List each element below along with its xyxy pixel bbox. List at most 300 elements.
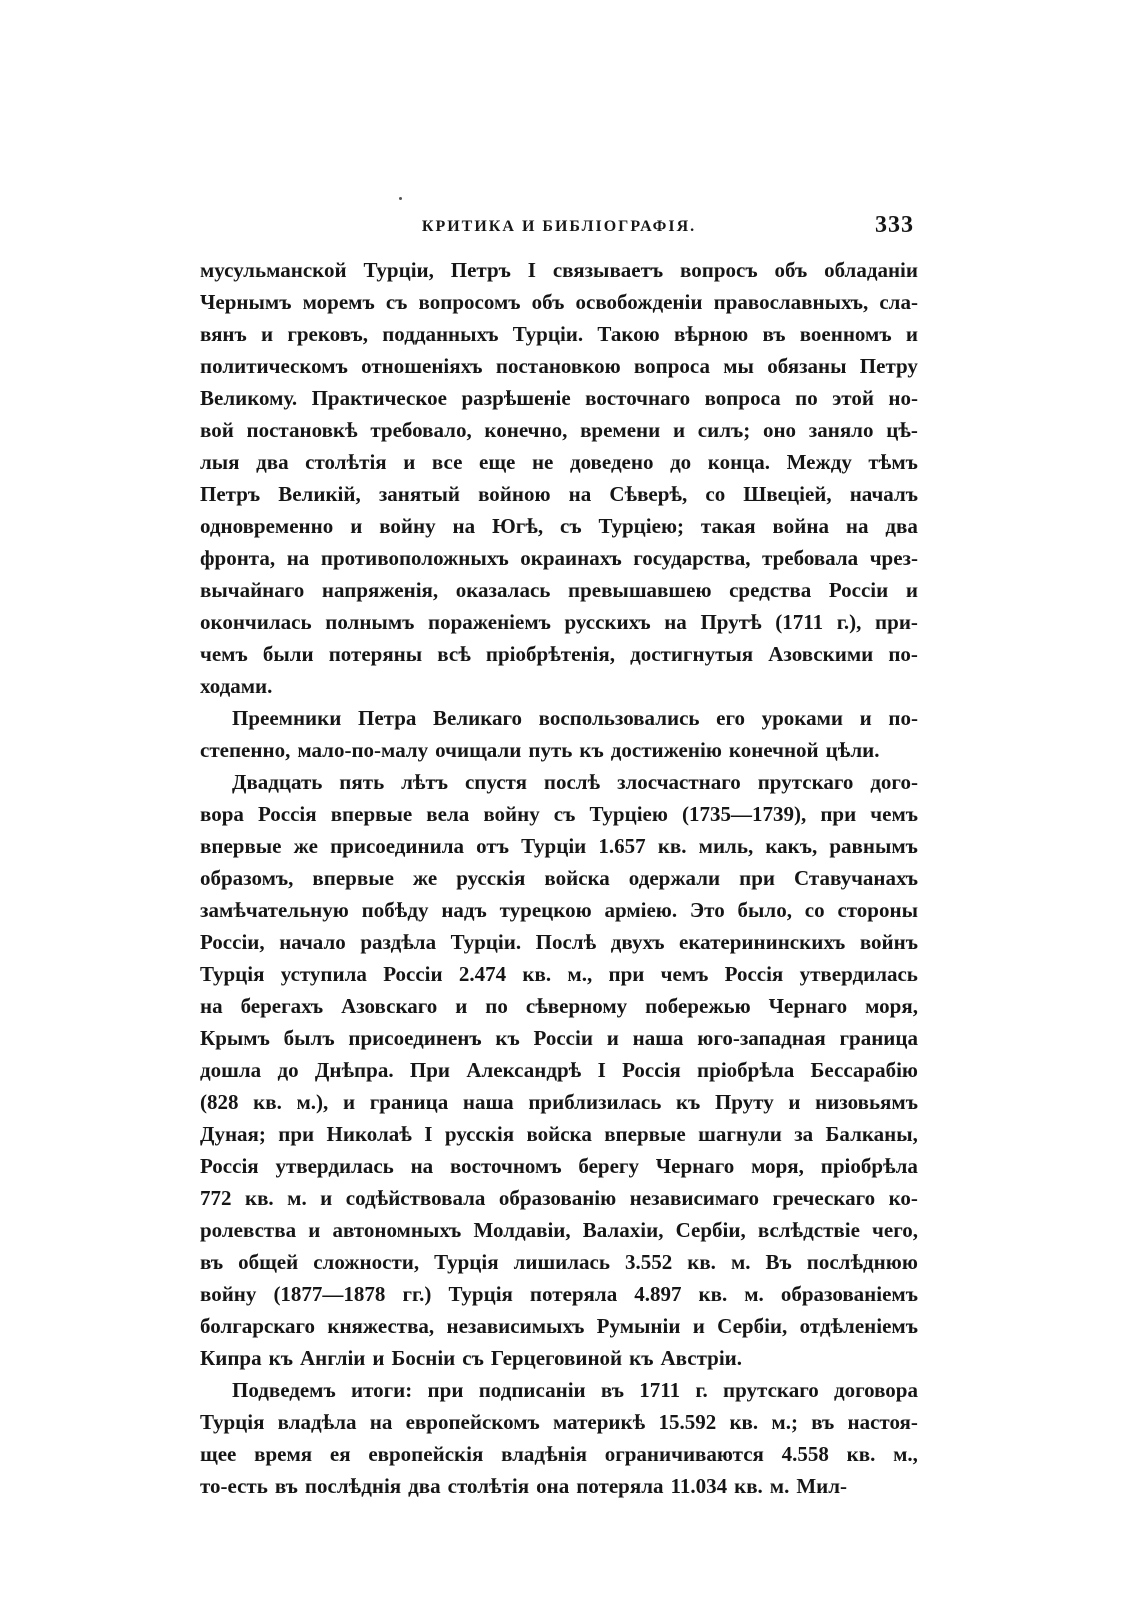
- word: занятый: [378, 482, 461, 506]
- word: чрез-: [869, 546, 918, 570]
- word: утвердилась: [799, 962, 918, 986]
- text-line: [200, 1342, 918, 1374]
- word: Петра: [357, 706, 417, 730]
- text-line: [200, 542, 918, 574]
- word: Пруту: [714, 1090, 774, 1114]
- word: Между: [786, 450, 852, 474]
- word: вычайнаго: [200, 578, 305, 602]
- word: времени: [580, 418, 661, 442]
- word: на: [664, 610, 687, 634]
- text-line: [200, 1246, 918, 1278]
- word: Двадцать: [232, 770, 323, 794]
- text-line: [200, 1182, 918, 1214]
- word: Турціи.: [512, 322, 584, 346]
- text-line: [200, 478, 918, 510]
- word: цѣ-: [886, 418, 918, 442]
- word: присоединенъ: [348, 1026, 482, 1050]
- text-line: [200, 606, 918, 638]
- text-line: [200, 1310, 918, 1342]
- text-line: [200, 766, 918, 798]
- word: былъ: [283, 1026, 335, 1050]
- word: независимыхъ: [446, 1314, 585, 1338]
- word: войска: [544, 866, 610, 890]
- word: кв.: [687, 1250, 716, 1274]
- word: достиженію: [610, 738, 722, 762]
- word: же: [412, 866, 438, 890]
- word: на: [845, 514, 869, 538]
- word: при: [739, 866, 775, 890]
- word: м.: [287, 1186, 307, 1210]
- word: одержали: [628, 866, 721, 890]
- word: м.,: [893, 1442, 918, 1466]
- word: прутскаго: [757, 770, 854, 794]
- word: мусульманской: [200, 258, 347, 282]
- paragraph: [200, 1374, 918, 1502]
- word: договора: [834, 1378, 918, 1402]
- word: владѣла: [277, 1410, 357, 1434]
- word: (1735—1739),: [681, 802, 807, 826]
- word: потеряла: [529, 1282, 618, 1306]
- word: этой: [832, 386, 874, 410]
- word: граница: [369, 1090, 449, 1114]
- word: равнымъ: [829, 834, 918, 858]
- word: Турціи.: [450, 930, 522, 954]
- word: доведено: [569, 450, 654, 474]
- word: и: [859, 706, 872, 730]
- word: кв.: [734, 1474, 763, 1498]
- word: Турція: [200, 1410, 265, 1434]
- word: Подведемъ: [232, 1378, 336, 1402]
- word: лѣтъ: [401, 770, 449, 794]
- word: независимаго: [629, 1186, 760, 1210]
- word: спустя: [464, 770, 527, 794]
- word: м.),: [296, 1090, 329, 1114]
- word: Мил-: [796, 1474, 848, 1498]
- word: образованію: [498, 1186, 617, 1210]
- word: Крымъ: [200, 1026, 270, 1050]
- word: она: [536, 1474, 570, 1498]
- word: все: [431, 450, 463, 474]
- word: I: [527, 258, 536, 282]
- word: восточномъ: [449, 1154, 562, 1178]
- word: 1711: [639, 1378, 681, 1402]
- body-text: [200, 254, 918, 1502]
- word: 11.034: [670, 1474, 728, 1498]
- word: и: [308, 1218, 321, 1242]
- word: приблизилась: [528, 1090, 662, 1114]
- word: конечной: [728, 738, 819, 762]
- word: шагнули: [698, 1122, 782, 1146]
- word: 15.592: [658, 1410, 717, 1434]
- paragraph: [200, 254, 918, 702]
- text-line: [200, 446, 918, 478]
- word: впервые: [604, 1122, 686, 1146]
- word: два: [256, 450, 289, 474]
- word: Николаѣ: [326, 1122, 412, 1146]
- word: (1711: [775, 610, 824, 634]
- word: граница: [839, 1026, 918, 1050]
- word: княжества,: [327, 1314, 435, 1338]
- word: европейскія: [368, 1442, 484, 1466]
- word: кв.: [729, 1410, 759, 1434]
- word: двухъ: [610, 930, 665, 954]
- word: м.: [769, 1474, 790, 1498]
- word: прутскаго: [723, 1378, 819, 1402]
- word: вопроса: [633, 354, 710, 378]
- word: войну: [483, 802, 540, 826]
- word: болгарскаго: [200, 1314, 316, 1338]
- word: началъ: [849, 482, 918, 506]
- word: раздѣла: [360, 930, 437, 954]
- word: достигнутыя: [630, 642, 754, 666]
- word: то-есть: [200, 1474, 268, 1498]
- word: Югѣ,: [492, 514, 544, 538]
- word: лыя: [200, 450, 240, 474]
- word: къ: [675, 1090, 701, 1114]
- word: Босніи: [391, 1346, 456, 1370]
- word: путь: [528, 738, 573, 762]
- word: При: [409, 1058, 451, 1082]
- word: противоположныхъ: [320, 546, 509, 570]
- word: утвердилась: [275, 1154, 394, 1178]
- word: Кипра: [200, 1346, 262, 1370]
- word: съ: [560, 514, 582, 538]
- word: европейскомъ: [405, 1410, 540, 1434]
- word: къ: [579, 738, 604, 762]
- word: Россія: [257, 802, 317, 826]
- word: Такою: [597, 322, 660, 346]
- word: обязаны: [767, 354, 847, 378]
- word: Азовскаго: [341, 994, 438, 1018]
- text-line: [200, 510, 918, 542]
- text-line: [200, 1438, 918, 1470]
- word: содѣйствовала: [345, 1186, 486, 1210]
- word: Великому.: [200, 386, 298, 410]
- word: вопросомъ: [418, 290, 521, 314]
- word: одновременно: [200, 514, 334, 538]
- word: наша: [632, 1026, 684, 1050]
- word: обладаніи: [824, 258, 918, 282]
- word: Послѣ: [535, 930, 597, 954]
- word: Практическое: [311, 386, 447, 410]
- text-line: [200, 1278, 918, 1310]
- word: войну: [379, 514, 436, 538]
- word: (1877—1878: [273, 1282, 386, 1306]
- word: тѣмъ: [868, 450, 918, 474]
- word: послѣднія: [304, 1474, 402, 1498]
- word: отношеніяхъ: [361, 354, 483, 378]
- text-line: [200, 702, 918, 734]
- word: Турціи: [521, 834, 587, 858]
- word: освобожденіи: [575, 290, 703, 314]
- word: вопроса: [704, 386, 781, 410]
- word: разрѣшеніе: [461, 386, 571, 410]
- word: по-: [888, 642, 918, 666]
- word: автономныхъ: [332, 1218, 462, 1242]
- word: всѣ: [437, 642, 471, 666]
- word: войска: [526, 1122, 592, 1146]
- word: итоги:: [351, 1378, 413, 1402]
- word: связываетъ: [552, 258, 664, 282]
- word: пораженіемъ: [428, 610, 551, 634]
- word: средства: [729, 578, 812, 602]
- word: вой: [200, 418, 234, 442]
- word: столѣтія: [447, 1474, 530, 1498]
- word: пріобрѣтенія,: [485, 642, 615, 666]
- word: и: [403, 450, 416, 474]
- word: моря,: [865, 994, 918, 1018]
- paragraph: [200, 766, 918, 1374]
- word: окончилась: [200, 610, 312, 634]
- word: чемъ: [200, 642, 248, 666]
- word: Швеціей,: [743, 482, 832, 506]
- word: на: [200, 994, 223, 1018]
- print-speck: [399, 197, 402, 200]
- word: до: [277, 1058, 299, 1082]
- text-line: [200, 990, 918, 1022]
- word: силъ;: [697, 418, 751, 442]
- word: въ: [811, 1410, 835, 1434]
- word: цѣли.: [825, 738, 880, 762]
- text-line: [200, 1022, 918, 1054]
- word: Балканы,: [825, 1122, 918, 1146]
- word: образомъ,: [200, 866, 294, 890]
- word: Россіи: [383, 962, 443, 986]
- word: Австріи.: [660, 1346, 743, 1370]
- word: Ставучанахъ: [794, 866, 918, 890]
- word: Великій,: [278, 482, 361, 506]
- text-line: [200, 318, 918, 350]
- word: уроками: [761, 706, 843, 730]
- word: на: [568, 482, 592, 506]
- word: образованіемъ: [780, 1282, 918, 1306]
- word: вора: [200, 802, 244, 826]
- word: I: [424, 1122, 433, 1146]
- word: конечно,: [484, 418, 568, 442]
- word: кв.: [244, 1186, 274, 1210]
- text-line: [200, 382, 918, 414]
- word: Днѣпра.: [314, 1058, 394, 1082]
- word: въ: [762, 322, 786, 346]
- word: русскія: [456, 866, 526, 890]
- word: впервые: [200, 834, 282, 858]
- word: Россія: [200, 1154, 259, 1178]
- page-header: [200, 212, 918, 248]
- word: Англіи: [299, 1346, 366, 1370]
- word: на: [410, 1154, 434, 1178]
- word: и: [455, 994, 468, 1018]
- word: съ: [462, 1346, 484, 1370]
- word: Великаго: [433, 706, 523, 730]
- word: настоя-: [847, 1410, 918, 1434]
- word: Турціею: [589, 802, 668, 826]
- word: конца.: [707, 450, 771, 474]
- word: степенно,: [200, 738, 291, 762]
- word: екатерининскихъ: [679, 930, 846, 954]
- word: и: [261, 322, 274, 346]
- text-line: [200, 830, 918, 862]
- word: два: [408, 1474, 441, 1498]
- word: впервые: [330, 802, 413, 826]
- word: кв.: [657, 834, 687, 858]
- text-line: [200, 734, 918, 766]
- word: подписаніи: [478, 1378, 586, 1402]
- text-line: [200, 958, 918, 990]
- word: русскія: [444, 1122, 515, 1146]
- word: отъ: [476, 834, 509, 858]
- word: м.: [744, 1282, 764, 1306]
- word: очищали: [435, 738, 522, 762]
- text-line: [200, 1054, 918, 1086]
- word: (828: [200, 1090, 239, 1114]
- word: сложности,: [313, 1250, 420, 1274]
- word: владѣнія: [501, 1442, 587, 1466]
- word: Турція: [448, 1282, 513, 1306]
- word: ходами.: [200, 674, 273, 698]
- word: и: [905, 578, 918, 602]
- text-line: [200, 574, 918, 606]
- text-line: [200, 798, 918, 830]
- word: государства,: [633, 546, 751, 570]
- word: побережью: [645, 994, 751, 1018]
- word: съ: [385, 290, 408, 314]
- word: грековъ,: [287, 322, 368, 346]
- word: моря,: [751, 1154, 804, 1178]
- text-line: [200, 862, 918, 894]
- text-line: [200, 926, 918, 958]
- word: Азовскими: [768, 642, 874, 666]
- word: мало-по-малу: [297, 738, 429, 762]
- word: чемъ: [660, 962, 709, 986]
- word: русскихъ: [564, 610, 651, 634]
- page-number: 333: [875, 212, 914, 238]
- text-line: [200, 1470, 918, 1502]
- word: объ: [531, 290, 565, 314]
- word: не: [531, 450, 554, 474]
- word: Дуная;: [200, 1122, 266, 1146]
- word: кв.: [253, 1090, 282, 1114]
- word: въ: [200, 1250, 224, 1274]
- word: ея: [329, 1442, 351, 1466]
- word: Сербіи,: [717, 1314, 788, 1338]
- word: оно: [762, 418, 797, 442]
- word: превышавшею: [567, 578, 712, 602]
- word: ко-: [888, 1186, 918, 1210]
- paragraph: [200, 702, 918, 766]
- word: берегахъ: [240, 994, 324, 1018]
- word: на: [369, 1410, 393, 1434]
- word: злосчастнаго: [617, 770, 741, 794]
- word: 2.474: [458, 962, 507, 986]
- word: и: [320, 1186, 333, 1210]
- word: войною: [478, 482, 551, 506]
- word: по: [795, 386, 818, 410]
- word: пріобрѣла: [697, 1058, 795, 1082]
- word: воспользовались: [538, 706, 700, 730]
- word: напряженія,: [321, 578, 439, 602]
- word: арміею.: [604, 898, 678, 922]
- word: Россіи: [533, 1026, 593, 1050]
- word: миль,: [698, 834, 754, 858]
- word: по-: [888, 706, 918, 730]
- word: Александрѣ: [466, 1058, 582, 1082]
- word: Сербіи,: [675, 1218, 746, 1242]
- word: Турція: [434, 1250, 499, 1274]
- word: восточнаго: [585, 386, 691, 410]
- word: Въ: [765, 1250, 792, 1274]
- word: потеряны: [328, 642, 423, 666]
- text-line: [200, 1214, 918, 1246]
- word: впервые: [312, 866, 394, 890]
- text-line: [200, 894, 918, 926]
- word: Турція: [200, 962, 265, 986]
- word: и: [672, 418, 686, 442]
- text-line: [200, 670, 918, 702]
- word: и: [342, 1090, 356, 1114]
- word: юго-западная: [697, 1026, 826, 1050]
- word: I: [597, 1058, 606, 1082]
- word: въ: [600, 1378, 624, 1402]
- word: пять: [339, 770, 385, 794]
- text-line: [200, 1118, 918, 1150]
- word: стороны: [837, 898, 918, 922]
- word: чемъ: [870, 802, 918, 826]
- word: Турціи,: [363, 258, 434, 282]
- word: Петръ: [200, 482, 261, 506]
- text-line: [200, 1406, 918, 1438]
- word: еще: [479, 450, 516, 474]
- word: Чернаго: [768, 994, 848, 1018]
- word: Россія: [622, 1058, 681, 1082]
- word: и: [788, 1090, 801, 1114]
- word: военномъ: [799, 322, 892, 346]
- word: уступила: [280, 962, 367, 986]
- word: надъ: [441, 898, 487, 922]
- word: постановкою: [495, 354, 621, 378]
- word: послѣ: [543, 770, 601, 794]
- word: ограничиваются: [604, 1442, 764, 1466]
- word: постановкѣ: [246, 418, 358, 442]
- word: къ: [629, 1346, 654, 1370]
- word: при: [608, 962, 645, 986]
- text-line: [200, 350, 918, 382]
- word: Молдавіи,: [473, 1218, 571, 1242]
- word: гг.): [402, 1282, 432, 1306]
- word: побѣду: [361, 898, 429, 922]
- word: окраинахъ: [520, 546, 622, 570]
- word: къ: [268, 1346, 293, 1370]
- word: и: [692, 1314, 705, 1338]
- word: заняло: [808, 418, 874, 442]
- word: требовало,: [370, 418, 472, 442]
- word: Преемники: [232, 706, 342, 730]
- word: были: [262, 642, 314, 666]
- word: со: [804, 898, 825, 922]
- running-title: КРИТИКА И БИБЛІОГРАФІЯ.: [421, 218, 697, 235]
- word: общей: [238, 1250, 299, 1274]
- word: съ: [553, 802, 576, 826]
- word: и: [606, 1026, 619, 1050]
- word: послѣднюю: [806, 1250, 918, 1274]
- word: подданныхъ: [382, 322, 499, 346]
- word: потеряла: [576, 1474, 664, 1498]
- word: г.: [695, 1378, 708, 1402]
- word: на: [452, 514, 476, 538]
- word: мы: [723, 354, 754, 378]
- word: 772: [200, 1186, 232, 1210]
- text-line: [200, 638, 918, 670]
- word: вслѣдствіе: [757, 1218, 860, 1242]
